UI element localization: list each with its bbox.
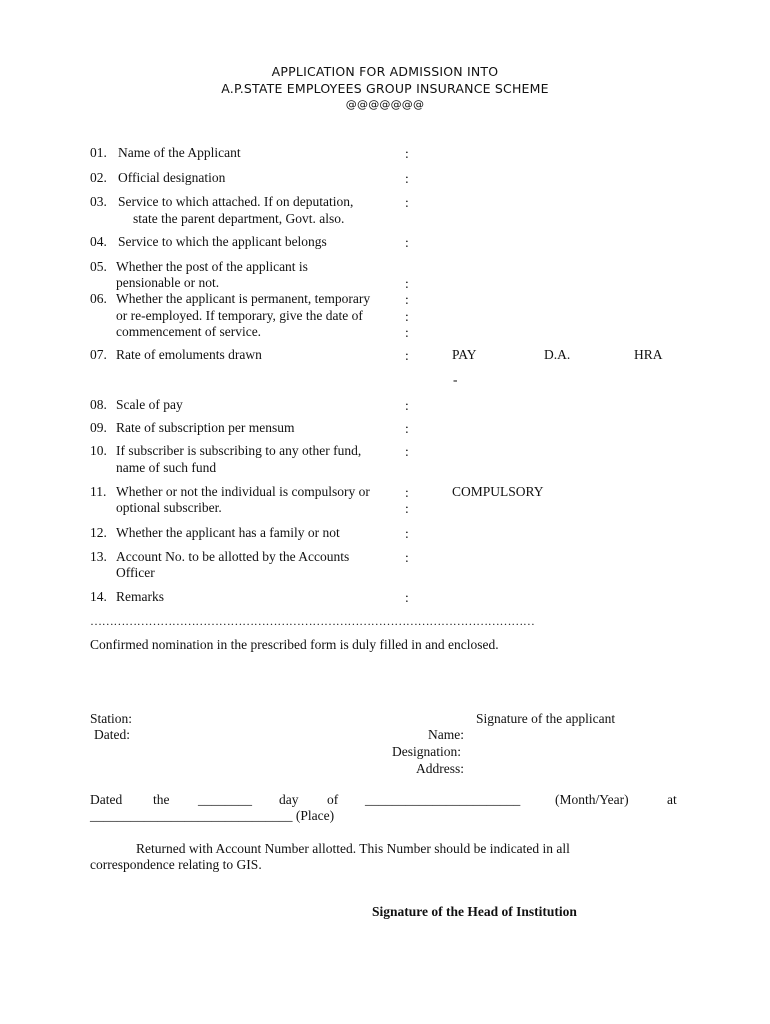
confirmed-nomination-text: Confirmed nomination in the prescribed form is duly filled in and enclosed. — [90, 637, 499, 652]
month-year-blank: _______________________ — [365, 792, 521, 807]
item-06-label-line3: commencement of service. — [116, 324, 262, 339]
item-01-colon: : — [405, 146, 409, 161]
item-05-label-line1: Whether the post of the applicant is — [116, 259, 308, 274]
item-10-label-line1: If subscriber is subscribing to any other fund, — [116, 443, 362, 458]
item-07-colon: : — [405, 348, 409, 363]
dated-word: Dated — [90, 792, 123, 807]
item-11-label-line2: optional subscriber. — [116, 500, 222, 515]
item-02-number: 02. — [90, 170, 107, 185]
item-08-number: 08. — [90, 397, 107, 412]
item-09-number: 09. — [90, 420, 107, 435]
item-07-number: 07. — [90, 347, 107, 362]
item-09-colon: : — [405, 421, 409, 436]
at-word: at — [667, 792, 677, 807]
item-13-colon: : — [405, 550, 409, 565]
item-01-label: Name of the Applicant — [118, 145, 241, 160]
item-08-label: Scale of pay — [116, 397, 183, 412]
item-06-colon-1: : — [405, 292, 409, 307]
item-07-label: Rate of emoluments drawn — [116, 347, 262, 362]
of-word: of — [327, 792, 339, 807]
item-09-label: Rate of subscription per mensum — [116, 420, 295, 435]
station-label: Station: — [90, 711, 133, 726]
item-13-label-line2: Officer — [116, 565, 155, 580]
item-08-colon: : — [405, 398, 409, 413]
name-label: Name: — [428, 727, 464, 742]
item-12-label: Whether the applicant has a family or not — [116, 525, 340, 540]
item-06-colon-3: : — [405, 325, 409, 340]
item-13-number: 13. — [90, 549, 107, 564]
emoluments-dash: - — [453, 372, 458, 387]
item-14-label: Remarks — [116, 589, 164, 604]
item-13-label-line1: Account No. to be allotted by the Accounts — [116, 549, 350, 564]
emoluments-hra-label: HRA — [634, 347, 663, 362]
item-11-number: 11. — [90, 484, 107, 499]
returned-text-line1: Returned with Account Number allotted. This Number should be indicated in all — [136, 841, 570, 856]
item-02-label: Official designation — [118, 170, 226, 185]
item-03-label-line2: state the parent department, Govt. also. — [133, 211, 345, 226]
form-title: APPLICATION FOR ADMISSION INTO — [271, 64, 499, 79]
dated-label: Dated: — [94, 727, 130, 742]
signature-head-label: Signature of the Head of Institution — [372, 904, 577, 919]
item-04-colon: : — [405, 235, 409, 250]
day-word: day — [279, 792, 299, 807]
item-11-colon-1: : — [405, 485, 409, 500]
designation-label: Designation: — [392, 744, 461, 759]
item-11-colon-2: : — [405, 501, 409, 516]
item-11-label-line1: Whether or not the individual is compulsory or — [116, 484, 370, 499]
day-blank: ________ — [198, 792, 252, 807]
signature-applicant-label: Signature of the applicant — [476, 711, 616, 726]
item-06-colon-2: : — [405, 309, 409, 324]
item-01-number: 01. — [90, 145, 107, 160]
address-label: Address: — [416, 761, 464, 776]
item-05-label-line2: pensionable or not. — [116, 275, 220, 290]
item-04-label: Service to which the applicant belongs — [118, 234, 327, 249]
item-14-number: 14. — [90, 589, 107, 604]
emoluments-pay-label: PAY — [452, 347, 477, 362]
item-03-number: 03. — [90, 194, 107, 209]
item-06-number: 06. — [90, 291, 107, 306]
item-10-colon: : — [405, 444, 409, 459]
item-05-number: 05. — [90, 259, 107, 274]
month-year-label: (Month/Year) — [555, 792, 629, 807]
returned-text-line2: correspondence relating to GIS. — [90, 857, 262, 872]
item-12-number: 12. — [90, 525, 107, 540]
place-line: ______________________________ (Place) — [90, 808, 335, 823]
item-04-number: 04. — [90, 234, 107, 249]
item-10-label-line2: name of such fund — [116, 460, 217, 475]
item-14-colon: : — [405, 590, 409, 605]
dotted-separator: …………………………………………………………………………………………………… — [90, 614, 535, 628]
emoluments-da-label: D.A. — [544, 347, 571, 362]
item-10-number: 10. — [90, 443, 107, 458]
header-ornament: @@@@@@@ — [345, 98, 425, 111]
compulsory-value: COMPULSORY — [452, 484, 544, 499]
form-subtitle: A.P.STATE EMPLOYEES GROUP INSURANCE SCHEME — [221, 81, 549, 96]
item-02-colon: : — [405, 171, 409, 186]
item-03-label-line1: Service to which attached. If on deputation, — [118, 194, 354, 209]
item-12-colon: : — [405, 526, 409, 541]
item-06-label-line1: Whether the applicant is permanent, temporary — [116, 291, 371, 306]
item-03-colon: : — [405, 195, 409, 210]
item-05-colon: : — [405, 276, 409, 291]
the-word: the — [153, 792, 170, 807]
item-06-label-line2: or re-employed. If temporary, give the date of — [116, 308, 363, 323]
